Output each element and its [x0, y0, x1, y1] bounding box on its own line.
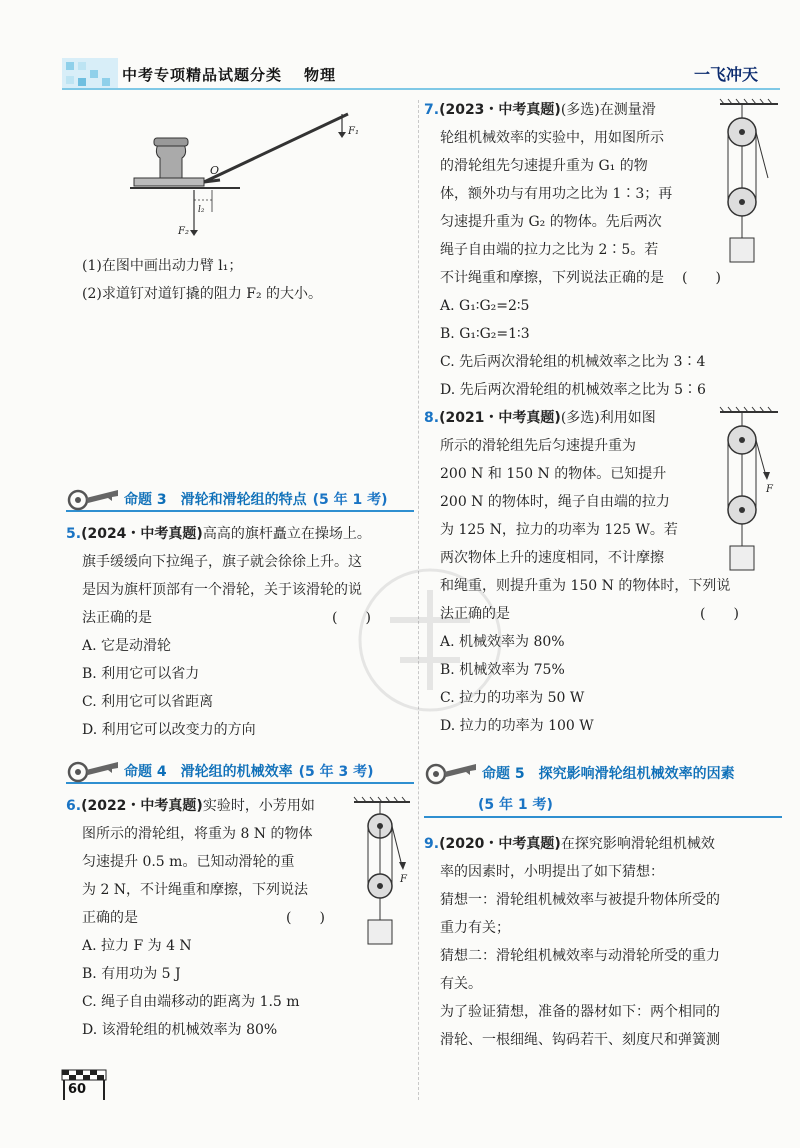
header-pattern-icon — [62, 58, 118, 90]
q5-option-d[interactable]: D. 利用它可以改变力的方向 — [82, 722, 256, 738]
q6-line-2: 图所示的滑轮组，将重为 8 N 的物体 — [82, 826, 313, 842]
q9-line-4: 重力有关； — [440, 920, 510, 936]
topic-3-title: 命题 3 滑轮和滑轮组的特点 — [124, 492, 307, 508]
q6-option-b[interactable]: B. 有用功为 5 J — [82, 966, 181, 982]
q5-tag: (2024・中考真题) — [81, 526, 203, 542]
q6-answer-paren[interactable]: ( ) — [286, 910, 325, 926]
q9-line-8: 滑轮、一根细绳、钩码若干、刻度尺和弹簧测 — [440, 1032, 720, 1048]
q6-pulley-diagram — [350, 796, 414, 956]
brand-logo: 一飞冲天 — [694, 65, 759, 84]
q7-option-b[interactable]: B. G₁∶G₂=1∶3 — [440, 326, 530, 342]
q7-pulley-diagram — [716, 98, 782, 278]
q7-line-5: 匀速提升重为 G₂ 的物体。先后两次 — [440, 214, 662, 230]
q9-line-5: 猜想二：滑轮组机械效率与动滑轮所受的重力 — [440, 948, 720, 964]
q9-line-2: 率的因素时，小明提出了如下猜想： — [440, 864, 664, 880]
q6-option-d[interactable]: D. 该滑轮组的机械效率为 80% — [82, 1022, 278, 1038]
q8-line-5: 为 125 N，拉力的功率为 125 W。若 — [440, 522, 678, 538]
q6-number: 6. — [66, 798, 82, 814]
q7-line-7: 不计绳重和摩擦，下列说法正确的是 — [440, 270, 664, 286]
topic-4-years: (5 年 3 考) — [298, 764, 374, 780]
q7-line-6: 绳子自由端的拉力之比为 2∶5。若 — [440, 242, 659, 258]
q9-tag: (2020・中考真题) — [439, 836, 561, 852]
question-9 — [424, 830, 782, 1054]
q6-line-3: 匀速提升 0.5 m。已知动滑轮的重 — [82, 854, 295, 870]
q5-line-3: 是因为旗杆顶部有一个滑轮，关于该滑轮的说 — [82, 582, 362, 598]
q4-parts — [66, 252, 411, 308]
q6-option-c[interactable]: C. 绳子自由端移动的距离为 1.5 m — [82, 994, 300, 1010]
topic-5-title: 命题 5 探究影响滑轮组机械效率的因素 — [482, 766, 735, 782]
q6-line-1: 实验时，小芳用如 — [202, 798, 315, 814]
page-number-badge — [60, 1068, 108, 1102]
q8-f-label: F — [766, 484, 773, 495]
q4-part-1: (1)在图中画出动力臂 l₁； — [82, 258, 243, 274]
q6-line-4: 为 2 N，不计绳重和摩擦，下列说法 — [82, 882, 309, 898]
q9-number: 9. — [424, 836, 440, 852]
page-number: 60 — [68, 1082, 87, 1097]
q7-option-c[interactable]: C. 先后两次滑轮组的机械效率之比为 3∶4 — [440, 354, 706, 370]
q5-option-b[interactable]: B. 利用它可以省力 — [82, 666, 200, 682]
q8-line-8: 法正确的是 — [440, 606, 510, 622]
q7-line-2: 轮组机械效率的实验中，用如图所示 — [440, 130, 664, 146]
header-rule — [62, 88, 780, 90]
q8-number: 8. — [424, 410, 440, 426]
q8-pulley-diagram — [716, 406, 782, 586]
q7-option-a[interactable]: A. G₁∶G₂=2∶5 — [440, 298, 530, 314]
f2-label: F₂ — [178, 226, 189, 237]
q7-answer-paren[interactable]: ( ) — [682, 270, 721, 286]
l2-label: l₂ — [198, 205, 205, 215]
crowbar-diagram — [120, 104, 370, 244]
q9-line-7: 为了验证猜想，准备的器材如下：两个相同的 — [440, 1004, 720, 1020]
q8-option-d[interactable]: D. 拉力的功率为 100 W — [440, 718, 594, 734]
q9-line-1: 在探究影响滑轮组机械效 — [560, 836, 715, 852]
topic-3-banner — [66, 486, 414, 512]
key-icon — [66, 484, 122, 512]
q8-option-a[interactable]: A. 机械效率为 80% — [440, 634, 565, 650]
topic-4-banner — [66, 758, 414, 784]
key-icon — [424, 758, 480, 786]
q8-line-2: 所示的滑轮组先后匀速提升重为 — [440, 438, 636, 454]
q5-option-a[interactable]: A. 它是动滑轮 — [82, 638, 172, 654]
q5-number: 5. — [66, 526, 82, 542]
q5-answer-paren[interactable]: ( ) — [332, 610, 371, 626]
f1-label: F₁ — [348, 126, 359, 137]
q8-line-6: 两次物体上升的速度相同，不计摩擦 — [440, 550, 664, 566]
q5-line-4: 法正确的是 — [82, 610, 152, 626]
q5-line-1: 高高的旗杆矗立在操场上。 — [202, 526, 371, 542]
q7-option-d[interactable]: D. 先后两次滑轮组的机械效率之比为 5∶6 — [440, 382, 706, 398]
q8-option-c[interactable]: C. 拉力的功率为 50 W — [440, 690, 585, 706]
topic-4-title: 命题 4 滑轮组的机械效率 — [124, 764, 293, 780]
q9-line-6: 有关。 — [440, 976, 482, 992]
topic-3-years: (5 年 1 考) — [312, 492, 388, 508]
q9-line-3: 猜想一：滑轮组机械效率与被提升物体所受的 — [440, 892, 720, 908]
q7-line-1: (多选)在测量滑 — [560, 102, 656, 118]
key-icon — [66, 756, 122, 784]
q8-line-1: (多选)利用如图 — [560, 410, 656, 426]
header-title: 中考专项精品试题分类 物理 — [122, 66, 337, 84]
q6-line-5: 正确的是 — [82, 910, 138, 926]
q8-option-b[interactable]: B. 机械效率为 75% — [440, 662, 565, 678]
q7-line-4: 体，额外功与有用功之比为 1∶3；再 — [440, 186, 673, 202]
topic-5-banner — [424, 760, 782, 818]
watermark-logo-icon — [330, 560, 530, 720]
page-header — [0, 0, 800, 100]
q7-line-3: 的滑轮组先匀速提升重为 G₁ 的物 — [440, 158, 648, 174]
q8-tag: (2021・中考真题) — [439, 410, 561, 426]
q8-line-3: 200 N 和 150 N 的物体。已知提升 — [440, 466, 667, 482]
q6-tag: (2022・中考真题) — [81, 798, 203, 814]
q4-part-2: (2)求道钉对道钉撬的阻力 F₂ 的大小。 — [82, 286, 323, 302]
q8-answer-paren[interactable]: ( ) — [700, 606, 739, 622]
q6-f-label: F — [400, 874, 407, 885]
q5-line-2: 旗手缓缓向下拉绳子，旗子就会徐徐上升。这 — [82, 554, 362, 570]
q6-option-a[interactable]: A. 拉力 F 为 4 N — [82, 938, 192, 954]
topic-5-years: (5 年 1 考) — [478, 797, 553, 813]
q8-line-4: 200 N 的物体时，绳子自由端的拉力 — [440, 494, 670, 510]
q5-option-c[interactable]: C. 利用它可以省距离 — [82, 694, 214, 710]
q8-line-7: 和绳重，则提升重为 150 N 的物体时，下列说 — [440, 578, 731, 594]
q7-number: 7. — [424, 102, 440, 118]
pivot-o-label: O — [210, 164, 220, 177]
q7-tag: (2023・中考真题) — [439, 102, 561, 118]
